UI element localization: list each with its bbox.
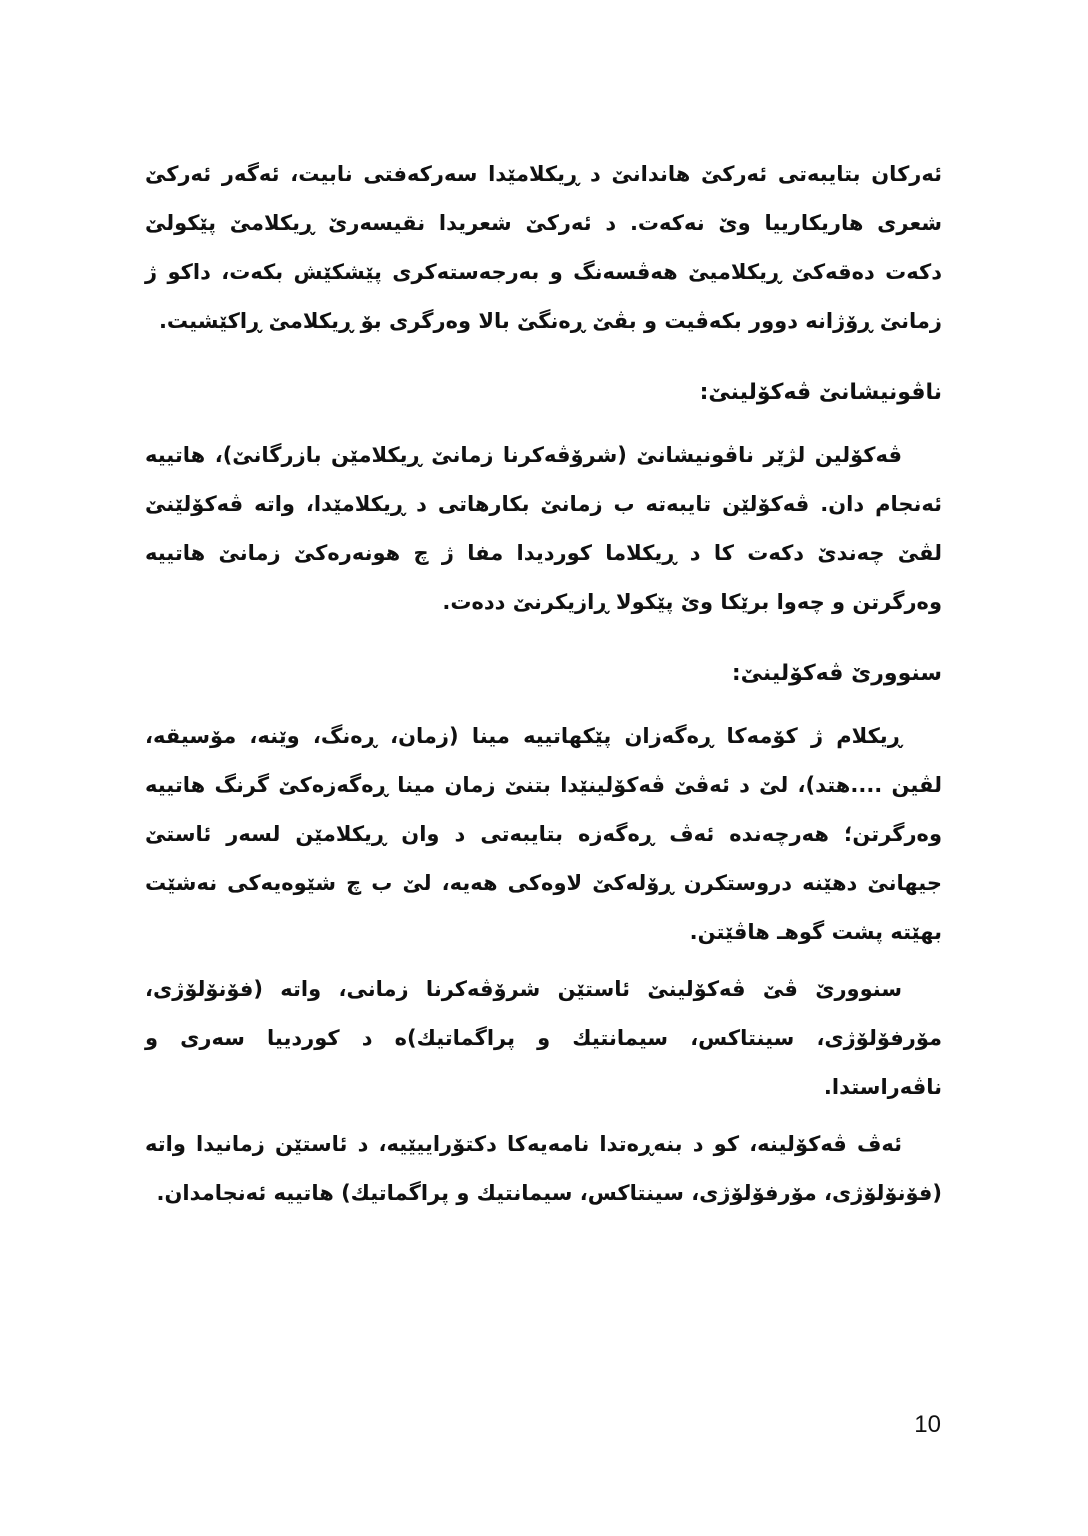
scope-paragraph-2: سنوورێ ڤێ ڤەكۆلینێ ئاستێن شرۆڤەكرنا زمانی، واتە (فۆنۆلۆژی، مۆرفۆلۆژی، سینتاكس، سیمانتیك و پراگماتیك)ە د كوردییا سەری و ناڤەراستدا. [145, 977, 942, 1099]
previous-studies-paragraph: ڤەكۆلین لژێر ناڤونیشانێ (شرۆڤەكرنا زمانێ ڕیكلامێن بازرگانێ)، هاتییە ئەنجام دان. ڤەكۆلێن تایبەتە ب زمانێ بكارهاتی د ڕیكلامێدا، واتە ڤەكۆلێنێ لڤێ چەندێ دكەت كا د ڕیكلاما كوردیدا مفا ژ چ هونەرەكێ زمانێ هاتییە وەرگرتن و چەوا برێكا وێ پێكولا ڕازیكرنێ ددەت. [145, 443, 942, 614]
intro-paragraph: ئەركان بتايبەتی ئەركێ هاندانێ د ڕیكلامێدا سەركەفتی نابیت، ئەگەر ئەركێ شعری هاریكارییا وێ نەكەت. د ئەركێ شعریدا نقیسەرێ ڕیكلامێ پێكولێ دكەت دەقەكێ ڕیكلامیێ هەڤسەنگ و بەرجەستەكری پێشكێش بكەت، داكو ژ زمانێ ڕۆژانە دوور بكەڤیت و بڤێ ڕەنگێ بالا وەرگری بۆ ڕیكلامێ ڕاكێشیت. [145, 162, 942, 333]
page-content [145, 150, 942, 1218]
scope-paragraph-1: ڕیكلام ژ كۆمەكا ڕەگەزان پێكهاتییە مینا (زمان، ڕەنگ، وێنە، مۆسیقە، لڤین ....هتد)، لێ د ئەڤێ ڤەكۆلینێدا بتنێ زمان مینا ڕەگەزەكێ گرنگ هاتییە وەرگرتن؛ هەرچەندە ئەڤ ڕەگەزە بتایبەتی د وان ڕیكلامێن لسەر ئاستێ جیهانێ دهێنە دروستكرن ڕۆلەكێ لاوەكی هەیە، لێ ب چ شێوەیەكی نەشێت بهێتە پشت گوهـ هاڤێتن. [145, 724, 942, 944]
scope-paragraph-3: ئەڤ ڤەكۆلینە، كو د بنەڕەتدا نامەیەكا دكتۆراییێیە، د ئاستێن زمانیدا واتە (فۆنۆلۆژی، مۆرفۆلۆژی، سینتاكس، سیمانتیك و پراگماتیك) هاتییە ئەنجامدان. [145, 1132, 942, 1205]
title-heading: ناڤونیشانێ ڤەكۆلینێ: [699, 380, 942, 405]
page-number: 10 [914, 1411, 941, 1438]
scope-heading: سنوورێ ڤەكۆلینێ: [731, 661, 942, 686]
